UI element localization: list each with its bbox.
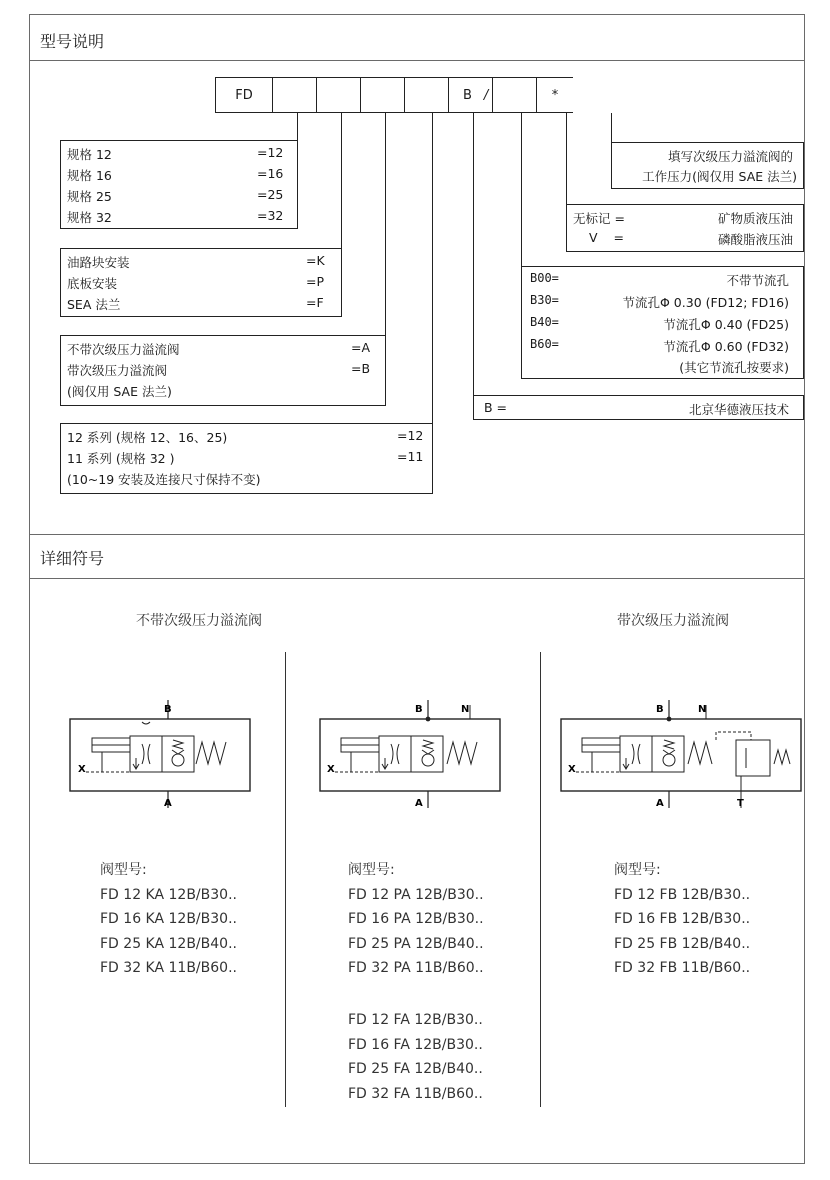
model-item: FD 25 PA 12B/B40.. xyxy=(348,935,484,952)
port-x-label: X xyxy=(568,764,576,775)
spec-label: 规格 12 xyxy=(67,147,112,162)
model-list-ka xyxy=(100,858,237,981)
column-divider xyxy=(285,652,286,1107)
orifice-code: B40= xyxy=(530,315,559,329)
medium-box xyxy=(566,204,804,252)
series-code: =12 xyxy=(397,428,424,443)
port-t-label: T xyxy=(737,798,744,809)
model-item: FD 12 KA 12B/B30.. xyxy=(100,886,237,903)
brand-label: 北京华德液压技术 xyxy=(688,402,789,417)
code-separator: / xyxy=(483,87,489,103)
code-cell: FD xyxy=(215,77,273,113)
code-cell xyxy=(273,77,317,113)
orifice-code: B60= xyxy=(530,337,559,351)
section-title-model: 型号说明 xyxy=(40,32,105,51)
code-box-row xyxy=(215,77,573,113)
code-cell xyxy=(361,77,405,113)
orifice-note: (其它节流孔按要求) xyxy=(679,360,789,375)
code-cell xyxy=(449,77,493,113)
port-b-label: B xyxy=(656,704,664,715)
model-item: FD 32 KA 11B/B60.. xyxy=(100,960,237,976)
valve-symbol-fb xyxy=(556,700,804,810)
spec-label: 规格 25 xyxy=(67,189,112,204)
model-item: FD 16 FB 12B/B30.. xyxy=(614,911,751,927)
model-item: FD 16 KA 12B/B30.. xyxy=(100,911,237,927)
connector-line xyxy=(385,113,386,335)
mount-code: =P xyxy=(306,274,325,289)
code-cell xyxy=(493,77,537,113)
series-label: 11 系列 (规格 32 ) xyxy=(67,451,175,466)
port-x-label: X xyxy=(78,764,86,775)
connector-line xyxy=(611,113,612,142)
port-a-label: A xyxy=(656,798,664,809)
pressure-text: 工作压力(阀仅用 SAE 法兰) xyxy=(642,169,797,184)
series-label: (10~19 安装及连接尺寸保持不变) xyxy=(67,472,261,487)
mount-box xyxy=(60,248,342,317)
connector-line xyxy=(432,113,433,423)
spec-code: =25 xyxy=(257,187,284,202)
spec-label: 规格 16 xyxy=(67,168,112,183)
column-divider xyxy=(540,652,541,1107)
port-b-label: B xyxy=(415,704,423,715)
valve-label: (阀仅用 SAE 法兰) xyxy=(67,384,172,399)
spec-code: =16 xyxy=(257,166,284,181)
valve-code: =A xyxy=(351,340,371,355)
connector-line xyxy=(521,113,522,266)
model-list-pa xyxy=(348,858,484,981)
model-list-heading: 阀型号: xyxy=(100,862,147,878)
model-item: FD 25 FB 12B/B40.. xyxy=(614,935,751,952)
spec-code: =32 xyxy=(257,208,284,223)
section-divider xyxy=(29,534,805,535)
model-list-heading: 阀型号: xyxy=(614,862,661,878)
model-item: FD 16 FA 12B/B30.. xyxy=(348,1036,483,1053)
mount-label: 油路块安装 xyxy=(67,255,130,270)
code-cell xyxy=(317,77,361,113)
model-item: FD 25 FA 12B/B40.. xyxy=(348,1061,483,1077)
connector-line xyxy=(566,113,567,204)
pressure-box xyxy=(611,142,804,189)
connector-line xyxy=(341,113,342,248)
valve-code: =B xyxy=(351,361,371,376)
port-b-label: B xyxy=(164,704,172,715)
port-a-label: A xyxy=(415,798,423,809)
mount-label: SEA 法兰 xyxy=(67,297,121,312)
orifice-box xyxy=(521,266,804,379)
mount-code: =F xyxy=(306,295,324,310)
valve-label: 不带次级压力溢流阀 xyxy=(67,342,180,357)
model-item: FD 32 FA 11B/B60.. xyxy=(348,1085,483,1102)
symbol-title-left: 不带次级压力溢流阀 xyxy=(136,613,262,629)
medium-code: V = xyxy=(589,230,624,245)
port-n-label: N xyxy=(461,704,470,715)
section-title-symbols: 详细符号 xyxy=(40,549,105,568)
orifice-code: B00= xyxy=(530,271,559,285)
code-cell: * xyxy=(537,77,573,113)
model-item: FD 32 PA 11B/B60.. xyxy=(348,960,484,976)
series-code: =11 xyxy=(397,449,424,464)
orifice-label: 节流孔Φ 0.60 (FD32) xyxy=(663,339,789,354)
spec-label: 规格 32 xyxy=(67,210,112,225)
section-divider xyxy=(29,578,805,579)
port-a-label: A xyxy=(164,798,172,809)
connector-line xyxy=(473,113,474,395)
valve-label: 带次级压力溢流阀 xyxy=(67,363,168,378)
orifice-code: B30= xyxy=(530,293,559,307)
medium-label: 矿物质液压油 xyxy=(717,211,793,226)
model-item: FD 12 FB 12B/B30.. xyxy=(614,886,751,903)
medium-code: 无标记 = xyxy=(573,211,625,226)
connector-line xyxy=(297,113,298,140)
medium-label: 磷酸脂液压油 xyxy=(717,232,793,247)
spec-box xyxy=(60,140,298,229)
brand-box xyxy=(473,395,804,420)
port-x-label: X xyxy=(327,764,335,775)
spec-code: =12 xyxy=(257,145,284,160)
model-list-heading: 阀型号: xyxy=(348,862,395,878)
valve-symbol-ka xyxy=(60,700,260,810)
model-item: FD 12 FA 12B/B30.. xyxy=(348,1012,483,1028)
model-list-fa xyxy=(348,1008,483,1106)
symbol-title-right: 带次级压力溢流阀 xyxy=(617,613,729,629)
code-cell-text: B xyxy=(463,87,472,103)
valve-symbol-pa xyxy=(315,700,515,810)
model-list-fb xyxy=(614,858,750,981)
model-item: FD 16 PA 12B/B30.. xyxy=(348,911,484,927)
section-divider xyxy=(29,60,805,61)
series-box xyxy=(60,423,433,494)
model-item: FD 25 KA 12B/B40.. xyxy=(100,935,237,952)
valve-type-box xyxy=(60,335,386,406)
model-item: FD 32 FB 11B/B60.. xyxy=(614,960,751,976)
orifice-label: 节流孔Φ 0.40 (FD25) xyxy=(663,317,789,332)
port-n-label: N xyxy=(698,704,707,715)
mount-label: 底板安装 xyxy=(67,276,118,291)
mount-code: =K xyxy=(306,253,325,268)
orifice-label: 不带节流孔 xyxy=(726,273,789,288)
brand-code: B = xyxy=(484,400,508,415)
code-cell xyxy=(405,77,449,113)
pressure-text: 填写次级压力溢流阀的 xyxy=(667,149,793,164)
orifice-label: 节流孔Φ 0.30 (FD12; FD16) xyxy=(622,295,789,310)
model-item: FD 12 PA 12B/B30.. xyxy=(348,886,484,903)
series-label: 12 系列 (规格 12、16、25) xyxy=(67,430,228,445)
